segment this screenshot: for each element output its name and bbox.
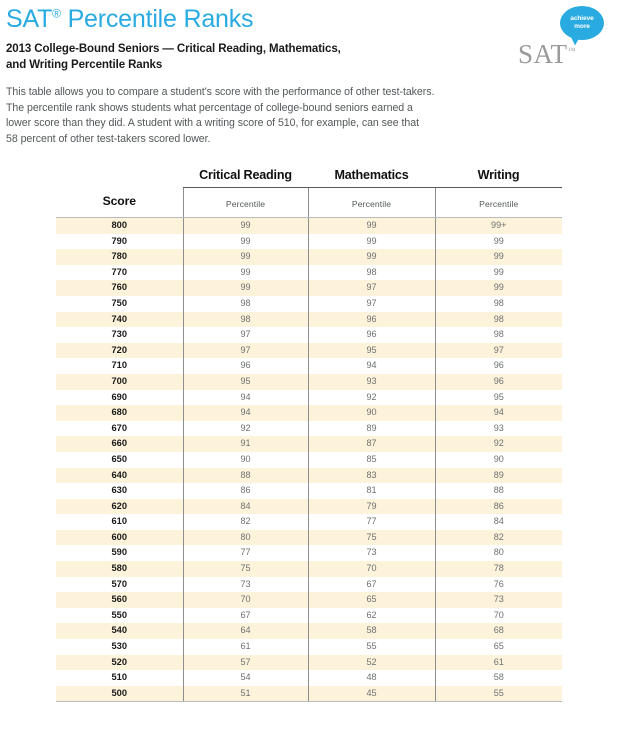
cell-percentile-critical-reading: 82 <box>183 514 308 530</box>
cell-percentile-writing: 58 <box>435 670 562 686</box>
table-row <box>56 452 562 468</box>
cell-percentile-writing: 93 <box>435 421 562 437</box>
cell-percentile-critical-reading: 84 <box>183 499 308 515</box>
intro-paragraph-line-4: 58 percent of other test-takers scored lower. <box>6 132 211 145</box>
document-header <box>0 0 620 148</box>
cell-percentile-writing: 92 <box>435 436 562 452</box>
cell-percentile-mathematics: 55 <box>308 639 435 655</box>
table-row <box>56 405 562 421</box>
table-row <box>56 577 562 593</box>
cell-percentile-writing: 88 <box>435 483 562 499</box>
trademark-icon: ™ <box>567 46 576 55</box>
column-header-percentile-critical-reading: Percentile <box>183 188 308 218</box>
cell-score: 630 <box>56 483 183 499</box>
cell-percentile-writing: 90 <box>435 452 562 468</box>
cell-percentile-writing: 86 <box>435 499 562 515</box>
page-subtitle <box>6 42 426 74</box>
cell-score: 760 <box>56 280 183 296</box>
cell-percentile-critical-reading: 99 <box>183 234 308 250</box>
cell-percentile-critical-reading: 61 <box>183 639 308 655</box>
cell-percentile-mathematics: 75 <box>308 530 435 546</box>
table-row <box>56 623 562 639</box>
cell-percentile-writing: 95 <box>435 390 562 406</box>
cell-percentile-critical-reading: 98 <box>183 296 308 312</box>
cell-percentile-mathematics: 45 <box>308 686 435 702</box>
achieve-more-line-1: achieve <box>570 15 594 23</box>
cell-percentile-critical-reading: 67 <box>183 608 308 624</box>
cell-percentile-critical-reading: 54 <box>183 670 308 686</box>
page-subtitle-line-2: and Writing Percentile Ranks <box>6 59 163 72</box>
cell-percentile-writing: 76 <box>435 577 562 593</box>
cell-score: 570 <box>56 577 183 593</box>
cell-percentile-critical-reading: 75 <box>183 561 308 577</box>
intro-paragraph <box>6 85 476 148</box>
cell-percentile-mathematics: 94 <box>308 358 435 374</box>
cell-percentile-writing: 99 <box>435 234 562 250</box>
cell-percentile-mathematics: 97 <box>308 296 435 312</box>
cell-percentile-writing: 73 <box>435 592 562 608</box>
intro-paragraph-line-3: lower score than they did. A student with a writing score of 510, for example, can see that <box>6 117 419 130</box>
cell-score: 580 <box>56 561 183 577</box>
cell-percentile-writing: 82 <box>435 530 562 546</box>
table-row <box>56 218 562 234</box>
cell-score: 750 <box>56 296 183 312</box>
cell-percentile-writing: 65 <box>435 639 562 655</box>
cell-percentile-mathematics: 77 <box>308 514 435 530</box>
cell-percentile-critical-reading: 99 <box>183 265 308 281</box>
cell-percentile-writing: 98 <box>435 312 562 328</box>
cell-percentile-writing: 78 <box>435 561 562 577</box>
cell-score: 700 <box>56 374 183 390</box>
table-row <box>56 499 562 515</box>
cell-percentile-writing: 68 <box>435 623 562 639</box>
table-row <box>56 249 562 265</box>
percentile-table-container <box>56 168 562 702</box>
table-row <box>56 265 562 281</box>
cell-score: 640 <box>56 468 183 484</box>
cell-score: 770 <box>56 265 183 281</box>
cell-percentile-mathematics: 48 <box>308 670 435 686</box>
subject-header-writing: Writing <box>435 168 562 188</box>
cell-percentile-mathematics: 62 <box>308 608 435 624</box>
cell-percentile-mathematics: 99 <box>308 249 435 265</box>
cell-percentile-critical-reading: 97 <box>183 343 308 359</box>
cell-score: 670 <box>56 421 183 437</box>
cell-percentile-mathematics: 81 <box>308 483 435 499</box>
table-row <box>56 608 562 624</box>
table-row <box>56 358 562 374</box>
table-row <box>56 296 562 312</box>
table-row <box>56 545 562 561</box>
table-row <box>56 561 562 577</box>
table-row <box>56 670 562 686</box>
cell-percentile-mathematics: 97 <box>308 280 435 296</box>
table-row <box>56 592 562 608</box>
cell-percentile-critical-reading: 86 <box>183 483 308 499</box>
cell-score: 710 <box>56 358 183 374</box>
cell-percentile-mathematics: 85 <box>308 452 435 468</box>
table-row <box>56 514 562 530</box>
table-row <box>56 421 562 437</box>
cell-percentile-critical-reading: 92 <box>183 421 308 437</box>
cell-percentile-mathematics: 67 <box>308 577 435 593</box>
cell-score: 660 <box>56 436 183 452</box>
cell-score: 530 <box>56 639 183 655</box>
sat-wordmark <box>518 41 576 68</box>
page-subtitle-line-1: 2013 College-Bound Seniors — Critical Reading, Mathematics, <box>6 43 341 56</box>
cell-score: 540 <box>56 623 183 639</box>
cell-percentile-mathematics: 96 <box>308 312 435 328</box>
column-header-percentile-mathematics: Percentile <box>308 188 435 218</box>
subject-header-spacer <box>56 168 183 188</box>
table-row <box>56 483 562 499</box>
cell-score: 500 <box>56 686 183 702</box>
cell-percentile-writing: 99 <box>435 280 562 296</box>
cell-percentile-mathematics: 89 <box>308 421 435 437</box>
sat-logo <box>518 6 604 70</box>
cell-percentile-mathematics: 99 <box>308 234 435 250</box>
cell-percentile-critical-reading: 94 <box>183 405 308 421</box>
cell-percentile-writing: 99 <box>435 265 562 281</box>
page-title-sat: SAT <box>6 5 53 33</box>
cell-score: 520 <box>56 655 183 671</box>
cell-score: 610 <box>56 514 183 530</box>
cell-percentile-mathematics: 95 <box>308 343 435 359</box>
table-row <box>56 374 562 390</box>
table-row <box>56 312 562 328</box>
cell-score: 560 <box>56 592 183 608</box>
cell-percentile-writing: 55 <box>435 686 562 702</box>
cell-percentile-critical-reading: 98 <box>183 312 308 328</box>
cell-percentile-writing: 96 <box>435 358 562 374</box>
cell-percentile-mathematics: 65 <box>308 592 435 608</box>
table-body <box>56 218 562 702</box>
cell-score: 620 <box>56 499 183 515</box>
cell-percentile-writing: 94 <box>435 405 562 421</box>
cell-percentile-critical-reading: 64 <box>183 623 308 639</box>
cell-score: 800 <box>56 218 183 234</box>
cell-score: 590 <box>56 545 183 561</box>
cell-percentile-mathematics: 58 <box>308 623 435 639</box>
table-row <box>56 436 562 452</box>
cell-percentile-mathematics: 90 <box>308 405 435 421</box>
cell-percentile-critical-reading: 80 <box>183 530 308 546</box>
page-title-rest: Percentile Ranks <box>60 5 254 33</box>
cell-percentile-writing: 96 <box>435 374 562 390</box>
table-row <box>56 343 562 359</box>
cell-percentile-writing: 89 <box>435 468 562 484</box>
cell-percentile-mathematics: 87 <box>308 436 435 452</box>
cell-percentile-critical-reading: 73 <box>183 577 308 593</box>
cell-percentile-mathematics: 93 <box>308 374 435 390</box>
cell-score: 790 <box>56 234 183 250</box>
cell-percentile-mathematics: 73 <box>308 545 435 561</box>
table-row <box>56 530 562 546</box>
table-row <box>56 280 562 296</box>
table-row <box>56 468 562 484</box>
cell-percentile-critical-reading: 70 <box>183 592 308 608</box>
cell-percentile-mathematics: 83 <box>308 468 435 484</box>
cell-percentile-writing: 99 <box>435 249 562 265</box>
cell-percentile-mathematics: 99 <box>308 218 435 234</box>
cell-percentile-critical-reading: 57 <box>183 655 308 671</box>
cell-percentile-writing: 61 <box>435 655 562 671</box>
intro-paragraph-line-1: This table allows you to compare a student's score with the performance of other test-takers. <box>6 85 435 98</box>
table-row <box>56 390 562 406</box>
cell-score: 550 <box>56 608 183 624</box>
cell-percentile-writing: 70 <box>435 608 562 624</box>
cell-score: 730 <box>56 327 183 343</box>
subject-header-row <box>56 168 562 188</box>
percentile-table <box>56 168 562 702</box>
cell-percentile-writing: 80 <box>435 545 562 561</box>
cell-percentile-mathematics: 79 <box>308 499 435 515</box>
registered-trademark-icon: ® <box>52 6 61 21</box>
cell-percentile-mathematics: 52 <box>308 655 435 671</box>
table-row <box>56 327 562 343</box>
cell-percentile-critical-reading: 90 <box>183 452 308 468</box>
achieve-more-speech-bubble-icon <box>560 6 604 40</box>
cell-percentile-critical-reading: 94 <box>183 390 308 406</box>
cell-percentile-mathematics: 92 <box>308 390 435 406</box>
cell-percentile-critical-reading: 99 <box>183 280 308 296</box>
cell-percentile-critical-reading: 88 <box>183 468 308 484</box>
cell-percentile-critical-reading: 51 <box>183 686 308 702</box>
table-head <box>56 168 562 218</box>
cell-percentile-writing: 84 <box>435 514 562 530</box>
table-row <box>56 686 562 702</box>
cell-score: 600 <box>56 530 183 546</box>
column-header-row <box>56 188 562 218</box>
cell-percentile-critical-reading: 95 <box>183 374 308 390</box>
cell-percentile-critical-reading: 96 <box>183 358 308 374</box>
cell-percentile-writing: 99+ <box>435 218 562 234</box>
cell-score: 510 <box>56 670 183 686</box>
column-header-score: Score <box>56 188 183 218</box>
column-header-percentile-writing: Percentile <box>435 188 562 218</box>
cell-percentile-mathematics: 96 <box>308 327 435 343</box>
cell-percentile-writing: 98 <box>435 296 562 312</box>
cell-score: 690 <box>56 390 183 406</box>
sat-wordmark-text: SAT <box>518 39 568 69</box>
cell-percentile-critical-reading: 77 <box>183 545 308 561</box>
cell-percentile-critical-reading: 99 <box>183 249 308 265</box>
cell-score: 780 <box>56 249 183 265</box>
cell-percentile-writing: 98 <box>435 327 562 343</box>
cell-score: 740 <box>56 312 183 328</box>
subject-header-critical-reading: Critical Reading <box>183 168 308 188</box>
intro-paragraph-line-2: The percentile rank shows students what percentage of college-bound seniors earned a <box>6 101 413 114</box>
subject-header-mathematics: Mathematics <box>308 168 435 188</box>
table-row <box>56 234 562 250</box>
cell-score: 680 <box>56 405 183 421</box>
cell-percentile-critical-reading: 91 <box>183 436 308 452</box>
cell-score: 720 <box>56 343 183 359</box>
cell-percentile-mathematics: 98 <box>308 265 435 281</box>
cell-percentile-critical-reading: 99 <box>183 218 308 234</box>
cell-score: 650 <box>56 452 183 468</box>
table-row <box>56 655 562 671</box>
cell-percentile-critical-reading: 97 <box>183 327 308 343</box>
cell-percentile-mathematics: 70 <box>308 561 435 577</box>
cell-percentile-writing: 97 <box>435 343 562 359</box>
table-row <box>56 639 562 655</box>
achieve-more-line-2: more <box>574 23 590 30</box>
